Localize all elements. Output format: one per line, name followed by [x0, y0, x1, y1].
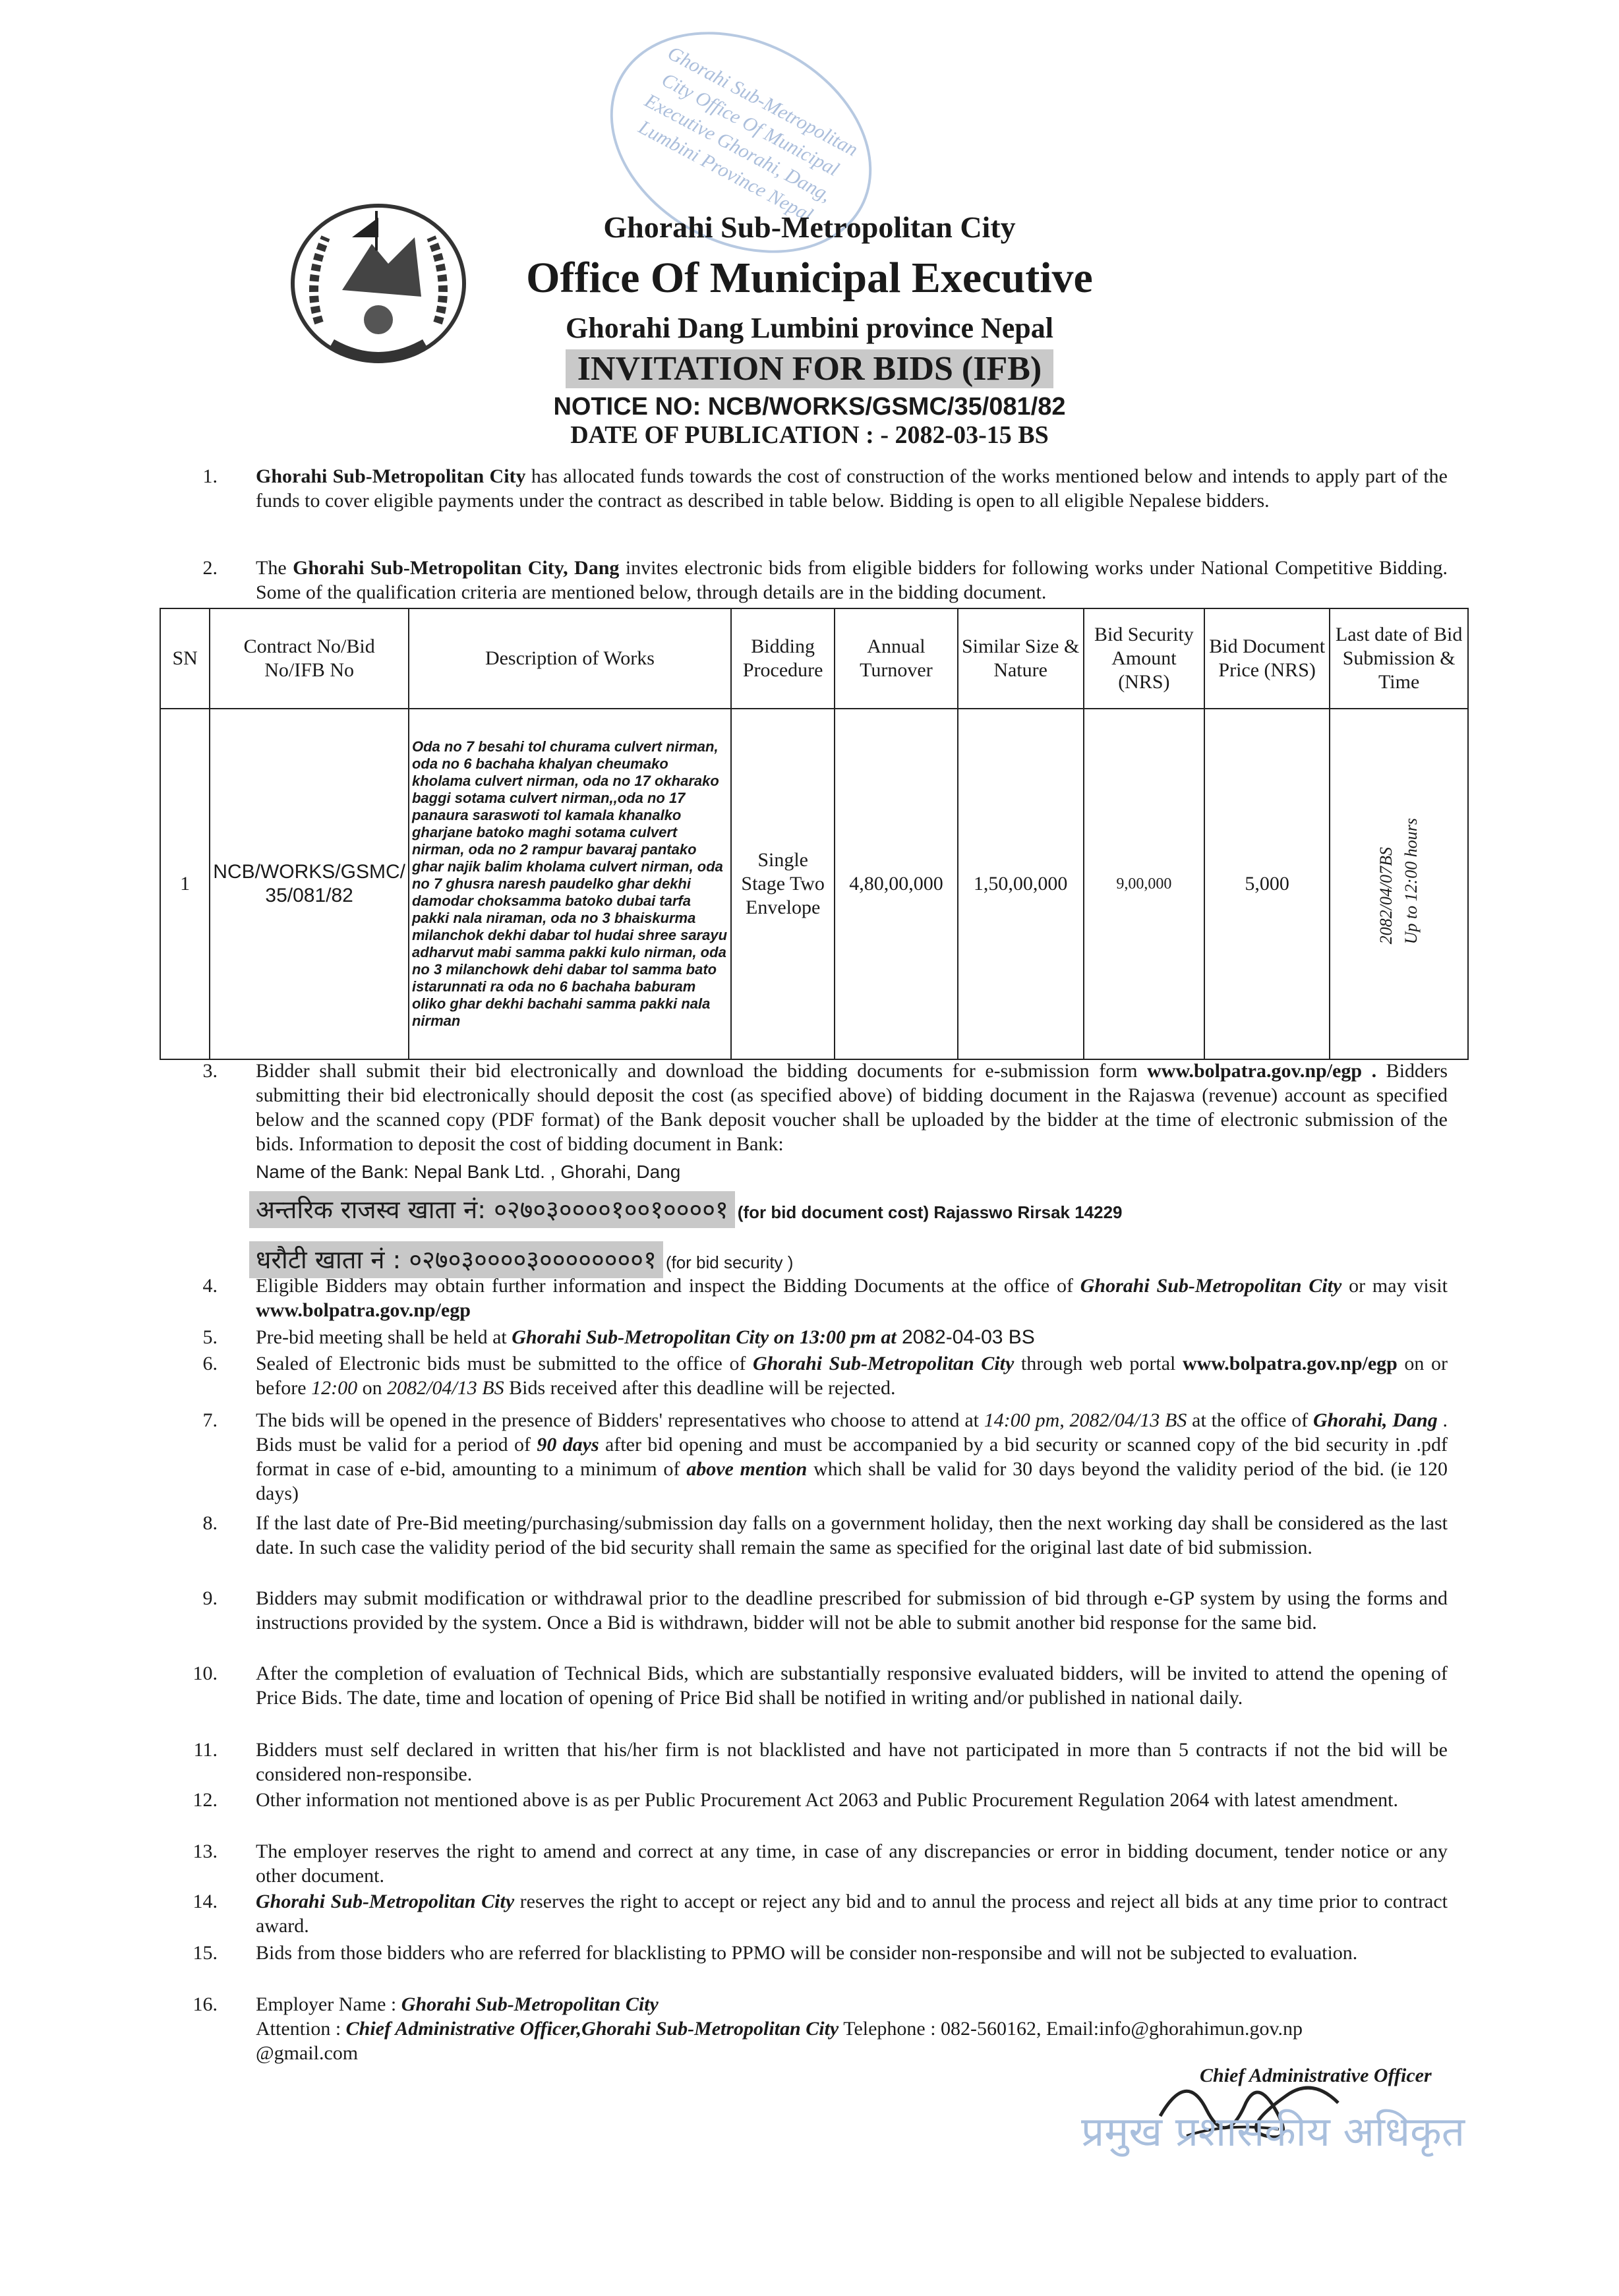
item-number: 9. [202, 1587, 218, 1609]
signature-title: Chief Administrative Officer [1200, 2065, 1432, 2086]
header-description: Description of Works [409, 608, 731, 709]
item-10: After the completion of evaluation of Technical Bids, which are substantially responsive evaluated bidders, will be invited to attend the opening of Price Bids. The date, time and location of opening of Price Bid shall be notified in writing and/or published in national daily. [256, 1663, 1448, 1709]
item-6-text-a: Sealed of Electronic bids must be submitted to the office of [256, 1353, 753, 1374]
office-address: Ghorahi Dang Lumbini province Nepal [566, 312, 1053, 344]
item-13: The employer reserves the right to amend and correct at any time, in case of any discrepancies or error in bidding document, tender notice or any other document. [256, 1840, 1448, 1887]
employer-label: Employer Name : [256, 1993, 401, 2015]
item-2-text-a: The [256, 557, 293, 579]
item-3 [256, 1059, 1448, 1156]
cell-lastdate [1330, 709, 1468, 1059]
cell-sn: 1 [160, 709, 210, 1059]
item-7-amount: above mention [686, 1458, 808, 1480]
item-7-text-c: at the office of [1187, 1409, 1313, 1431]
item-number: 3. [202, 1060, 218, 1082]
item-7-validity: 90 days [537, 1434, 599, 1456]
header-lastdate: Last date of Bid Submission & Time [1330, 608, 1468, 709]
cell-similar: 1,50,00,000 [958, 709, 1084, 1059]
stamp-text: Ghorahi Sub-Metropolitan City Office Of Municipal Executive Ghorahi, Dang, Lumbini Province Nepal [635, 42, 862, 227]
item-7 [256, 1408, 1448, 1506]
item-9: Bidders may submit modification or withdrawal prior to the deadline prescribed for submission of bid through e-GP system by using the forms and instructions provided by the system. Once a Bid is withdrawn, bidder will not be able to submit another bid response for the same bid. [256, 1587, 1448, 1634]
item-2-text-c: invites electronic bids from eligible bidders for following works under National Competitive Bidding. Some of the qualification criteria are mentioned below, through details are in the bidding document. [256, 557, 1448, 603]
item-5 [256, 1325, 1448, 1349]
attention-name: Chief Administrative Officer,Ghorahi Sub-Metropolitan City [345, 2018, 839, 2040]
contact-info: Telephone : 082-560162, Email:info@ghorahimun.gov.np [839, 2018, 1303, 2040]
header-similar: Similar Size & Nature [958, 608, 1084, 709]
cell-turnover: 4,80,00,000 [835, 709, 957, 1059]
item-4 [256, 1274, 1448, 1322]
employer-name: Ghorahi Sub-Metropolitan City [401, 1993, 659, 2015]
item-5-text-a: Pre-bid meeting shall be held at [256, 1326, 512, 1348]
header-procedure: Bidding Procedure [731, 608, 835, 709]
ifb-title-wrap [0, 349, 1619, 388]
item-7-opening: 14:00 pm, 2082/04/13 BS [984, 1409, 1187, 1431]
item-number: 15. [192, 1942, 218, 1964]
item-number: 16. [192, 1993, 218, 2015]
item-number: 6. [202, 1353, 218, 1374]
lastdate-date: 2082/04/07BS [1376, 846, 1396, 945]
item-4-link: www.bolpatra.gov.np/egp [256, 1299, 471, 1321]
signature-stamp: प्रमुख प्रशासकीय अधिकृत [1081, 2107, 1465, 2156]
item-12: Other information not mentioned above is as per Public Procurement Act 2063 and Public Procurement Regulation 2064 with latest amendment. [256, 1789, 1398, 1811]
security-account [249, 1242, 793, 1276]
city-name: Ghorahi Sub-Metropolitan City [603, 210, 1016, 244]
item-number: 8. [202, 1512, 218, 1534]
item-6-text-e: on or before [256, 1353, 1448, 1399]
item-number: 12. [192, 1789, 218, 1811]
lastdate-time: Up to 12:00 hours [1401, 817, 1421, 945]
item-6-text-i: Bids received after this deadline will be rejected. [504, 1377, 896, 1399]
cell-procedure: Single Stage Two Envelope [731, 709, 835, 1059]
item-6 [256, 1351, 1448, 1400]
item-number: 7. [202, 1409, 218, 1431]
item-1-text: has allocated funds towards the cost of construction of the works mentioned below and intends to apply part of the funds to cover eligible payments under the contract as described in table below. Bidding is open to all eligible Nepalese bidders. [256, 465, 1448, 512]
item-2-bold: Ghorahi Sub-Metropolitan City, Dang [293, 557, 620, 579]
item-number: 14. [192, 1891, 218, 1912]
cell-security: 9,00,000 [1084, 709, 1204, 1059]
item-1 [256, 464, 1448, 513]
header-price: Bid Document Price (NRS) [1204, 608, 1330, 709]
item-14-text: reserves the right to accept or reject any bid and to annul the process and reject all bids at any time prior to contract award. [256, 1891, 1448, 1937]
item-3-text-c: Bidders submitting their bid electronically should deposit the cost (as specified above) of bidding document in the Rajaswa (revenue) account as specified below and the scanned copy (PDF format) of the Bank deposit voucher shall be uploaded by the bidder at the time of electronic submission of the bids. Information to deposit the cost of bidding document in Bank: [256, 1060, 1448, 1155]
header-sn: SN [160, 608, 210, 709]
notice-number: NOTICE NO: NCB/WORKS/GSMC/35/081/82 [553, 393, 1066, 421]
item-3-link: www.bolpatra.gov.np/egp . [1147, 1060, 1377, 1082]
cell-price: 5,000 [1204, 709, 1330, 1059]
office-title: Office Of Municipal Executive [526, 254, 1093, 302]
bank-name: Name of the Bank: Nepal Bank Ltd. , Ghorahi, Dang [256, 1162, 681, 1182]
cell-contract: NCB/WORKS/GSMC/ 35/081/82 [210, 709, 409, 1059]
item-7-text-e: . Bids must be valid for a period of [256, 1409, 1448, 1456]
item-7-place: Ghorahi, Dang [1313, 1409, 1438, 1431]
item-8: If the last date of Pre-Bid meeting/purchasing/submission day falls on a government holiday, then the next working day shall be considered as the last date. In such case the validity period of the bid security shall remain the same as specified for the original last date of bid submission. [256, 1512, 1448, 1558]
header-contract: Contract No/Bid No/IFB No [210, 608, 409, 709]
item-5-bold: Ghorahi Sub-Metropolitan City on 13:00 pm at [512, 1326, 897, 1348]
item-number: 5. [202, 1326, 218, 1348]
office-stamp [572, 0, 910, 297]
publication-date: DATE OF PUBLICATION : - 2082-03-15 BS [570, 421, 1049, 449]
header-security: Bid Security Amount (NRS) [1084, 608, 1204, 709]
security-account-note: (for bid security ) [665, 1252, 794, 1272]
item-6-date: 2082/04/13 BS [387, 1377, 504, 1399]
item-16 [256, 1992, 1448, 2065]
item-number: 2. [202, 557, 218, 579]
item-2 [256, 556, 1448, 604]
item-11: Bidders must self declared in written that his/her firm is not blacklisted and have not participated in more than 5 contracts if not the bid will be considered non-responsibe. [256, 1739, 1448, 1785]
attention-label: Attention : [256, 2018, 346, 2040]
item-6-link: www.bolpatra.gov.np/egp [1182, 1353, 1398, 1374]
item-4-text-a: Eligible Bidders may obtain further information and inspect the Bidding Documents at the office of [256, 1275, 1080, 1297]
item-7-text-g: after bid opening and must be accompanied by a bid security or scanned copy of the bid security in .pdf format in case of e-bid, amounting to a minimum of [256, 1434, 1448, 1480]
item-15: Bids from those bidders who are referred for blacklisting to PPMO will be consider non-responsibe and will not be subjected to evaluation. [256, 1942, 1358, 1964]
table-header-row [160, 608, 1468, 709]
item-number: 13. [192, 1840, 218, 1862]
item-5-date: 2082-04-03 BS [896, 1326, 1035, 1348]
item-6-time: 12:00 [311, 1377, 358, 1399]
email-suffix: @gmail.com [256, 2042, 359, 2064]
item-3-text-a: Bidder shall submit their bid electronically and download the bidding documents for e-submission form [256, 1060, 1148, 1082]
item-14 [256, 1889, 1448, 1938]
item-number: 4. [202, 1275, 218, 1297]
revenue-account [249, 1192, 1123, 1226]
revenue-account-note: (for bid document cost) Rajasswo Rirsak 14229 [737, 1202, 1123, 1222]
item-number: 11. [193, 1739, 218, 1761]
table-row [160, 709, 1468, 1059]
item-6-text-c: through web portal [1014, 1353, 1183, 1374]
item-number: 1. [202, 465, 218, 487]
cell-description: Oda no 7 besahi tol churama culvert nirman, oda no 6 bachaha khalyan cheumako kholama culvert nirman, oda no 17 okharako baggi sotama culvert nirman,,oda no 17 panaura saraswoti tol kamala khanalko gharjane batoko maghi sotama culvert nirman, oda no 2 rampur bavaraj pantako ghar najik balim kholama culvert nirman, oda no 7 ghusra naresh paudelko ghar dekhi damodar choksamma batoko dubai tarfa pakki nala niraman, oda no 3 bhaiskurma milanchok dekhi dabar tol hudai shree sarayu adharvut mabi samma pakki kulo nirman, oda no 3 milanchowk dehi dabar tol samma bato istarunnati ra oda no 6 bachaha baburam oliko ghar dekhi bachahi samma pakki nala nirman [409, 709, 731, 1059]
item-4-text-c: or may visit [1341, 1275, 1448, 1297]
item-6-bold: Ghorahi Sub-Metropolitan City [753, 1353, 1015, 1374]
item-4-bold: Ghorahi Sub-Metropolitan City [1080, 1275, 1342, 1297]
security-account-number: धरौटी खाता नं : ०२७०३००००३००००००००१ [249, 1241, 663, 1278]
item-14-bold: Ghorahi Sub-Metropolitan City [256, 1891, 515, 1912]
item-number: 10. [192, 1663, 218, 1684]
item-1-bold: Ghorahi Sub-Metropolitan City [256, 465, 526, 487]
ifb-title: INVITATION FOR BIDS (IFB) [566, 349, 1054, 388]
header-turnover: Annual Turnover [835, 608, 957, 709]
item-6-text-g: on [357, 1377, 388, 1399]
works-table [160, 608, 1469, 1060]
revenue-account-number: अन्तरिक राजस्व खाता नं: ०२७०३००००१००१००००१ [249, 1191, 735, 1228]
item-7-text-a: The bids will be opened in the presence of Bidders' representatives who choose to attend at [256, 1409, 984, 1431]
item-7-text-i: which shall be valid for 30 days beyond the validity period of the bid. (ie 120 days) [256, 1458, 1448, 1504]
